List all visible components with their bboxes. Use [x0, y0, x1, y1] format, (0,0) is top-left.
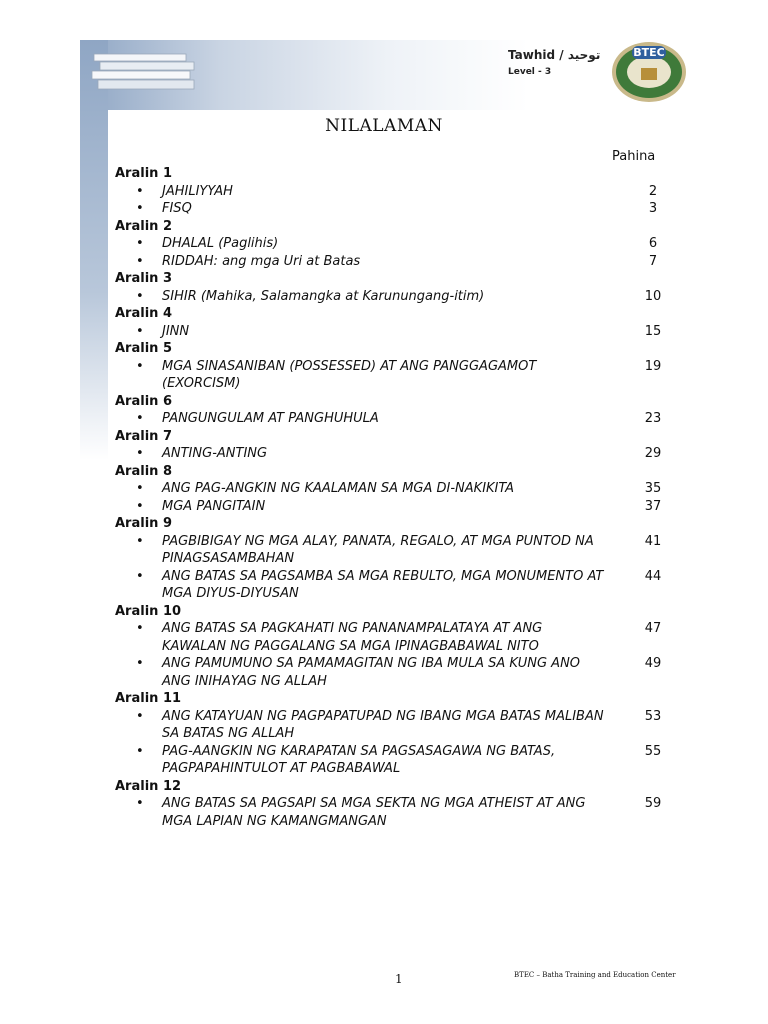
footer-page-number: 1	[395, 972, 403, 986]
header-title: Tawhid / توحيد	[508, 48, 601, 62]
bullet-icon: •	[136, 743, 144, 759]
lesson-heading: Aralin 4	[115, 306, 172, 321]
toc-entry-page: 47	[644, 621, 662, 636]
bullet-icon: •	[136, 411, 144, 426]
lesson-heading: Aralin 8	[115, 463, 172, 479]
toc-entry-text: ANG BATAS SA PAGSAMBA SA MGA REBULTO, MGA MONUMENTO AT MGA DIYUS-DIYUSAN	[162, 568, 604, 601]
toc-entry-text: ANTING-ANTING	[162, 446, 268, 461]
toc-entry-text: FISQ	[162, 201, 192, 216]
toc-entry	[115, 200, 675, 218]
toc-entry	[115, 743, 675, 778]
toc-entry	[115, 498, 675, 516]
toc-entry-text: PAGBIBIGAY NG MGA ALAY, PANATA, REGALO, AT MGA PUNTOD NA PINAGSASAMBAHAN	[162, 533, 594, 566]
bullet-icon: •	[136, 446, 144, 461]
toc-entry-text: ANG PAMUMUNO SA PAMAMAGITAN NG IBA MULA SA KUNG ANO ANG INIHAYAG NG ALLAH	[162, 656, 581, 689]
lesson-heading: Aralin 12	[115, 778, 182, 794]
side-decoration	[80, 40, 108, 460]
page-title: NILALAMAN	[325, 116, 443, 136]
lesson-heading: Aralin 10	[115, 603, 182, 619]
bullet-icon: •	[136, 323, 144, 339]
btec-logo	[610, 40, 688, 104]
toc-entry	[115, 253, 675, 271]
toc-entry-page: 55	[644, 743, 662, 759]
lesson-heading: Aralin 3	[115, 271, 172, 286]
toc-entry-page: 10	[644, 288, 662, 304]
toc-entry-page: 37	[644, 498, 662, 514]
lesson-heading: Aralin 5	[115, 341, 172, 356]
toc-entry-page: 7	[648, 253, 658, 269]
footer-organization: BTEC – Batha Training and Education Center	[514, 971, 676, 979]
toc-entry-text: ANG BATAS SA PAGKAHATI NG PANANAMPALATAYA AT ANG KAWALAN NG PAGGALANG SA MGA IPINAGBABAWAL NITO	[162, 621, 543, 654]
toc-entry-text: ANG PAG-ANGKIN NG KAALAMAN SA MGA DI-NAKIKITA	[162, 481, 515, 496]
toc-entry-page: 6	[648, 236, 658, 251]
toc-entry	[115, 708, 675, 743]
lesson-heading: Aralin 7	[115, 428, 172, 444]
toc-entry-page: 53	[644, 708, 662, 724]
bullet-icon: •	[136, 708, 144, 724]
toc-entry-page: 15	[644, 323, 662, 339]
bullet-icon: •	[136, 481, 144, 496]
toc-entry-page: 2	[648, 183, 658, 199]
toc-entry-text: SIHIR (Mahika, Salamangka at Karunungang-itim)	[162, 288, 485, 304]
toc-entry-text: DHALAL (Paglihis)	[162, 236, 279, 251]
header-level: Level - 3	[508, 67, 552, 77]
bullet-icon: •	[136, 568, 144, 584]
toc-entry	[115, 358, 675, 393]
bullet-icon: •	[136, 656, 144, 671]
books-image	[90, 46, 200, 98]
bullet-icon: •	[136, 201, 144, 216]
toc-entry	[115, 410, 675, 428]
table-of-contents	[115, 165, 675, 830]
toc-entry	[115, 533, 675, 568]
toc-entry	[115, 183, 675, 201]
toc-entry-page: 19	[644, 358, 662, 374]
toc-entry	[115, 323, 675, 341]
toc-entry	[115, 620, 675, 655]
bullet-icon: •	[136, 358, 144, 374]
toc-entry-page: 35	[644, 481, 662, 496]
toc-entry	[115, 568, 675, 603]
lesson-heading: Aralin 1	[115, 166, 172, 181]
toc-entry-page: 23	[644, 411, 662, 426]
bullet-icon: •	[136, 236, 144, 251]
toc-entry-page: 3	[648, 201, 658, 216]
toc-entry-text: RIDDAH: ang mga Uri at Batas	[162, 253, 361, 269]
lesson-heading: Aralin 2	[115, 218, 172, 234]
toc-entry-text: MGA SINASANIBAN (POSSESSED) AT ANG PANGGAGAMOT (EXORCISM)	[162, 358, 537, 391]
toc-entry-text: PAG-AANGKIN NG KARAPATAN SA PAGSASAGAWA NG BATAS, PAGPAPAHINTULOT AT PAGBABAWAL	[162, 743, 556, 776]
toc-entry	[115, 480, 675, 498]
bullet-icon: •	[136, 621, 144, 636]
toc-entry-page: 49	[644, 656, 662, 671]
lesson-heading: Aralin 11	[115, 691, 182, 706]
toc-entry	[115, 795, 675, 830]
toc-entry-text: ANG BATAS SA PAGSAPI SA MGA SEKTA NG MGA ATHEIST AT ANG MGA LAPIAN NG KAMANGMANGAN	[162, 796, 586, 829]
toc-entry-page: 44	[644, 568, 662, 584]
toc-entry-text: PANGUNGULAM AT PANGHUHULA	[162, 411, 379, 426]
toc-entry-page: 59	[644, 796, 662, 811]
toc-entry	[115, 288, 675, 306]
bullet-icon: •	[136, 498, 144, 514]
logo-text: BTEC	[633, 46, 665, 59]
toc-entry-text: JAHILIYYAH	[162, 183, 233, 199]
toc-entry-text: JINN	[162, 323, 190, 339]
bullet-icon: •	[136, 253, 144, 269]
bullet-icon: •	[136, 796, 144, 811]
toc-entry	[115, 235, 675, 253]
bullet-icon: •	[136, 533, 144, 549]
toc-entry-page: 29	[644, 446, 662, 461]
toc-entry-text: ANG KATAYUAN NG PAGPAPATUPAD NG IBANG MGA BATAS MALIBAN SA BATAS NG ALLAH	[162, 708, 604, 741]
toc-entry-text: MGA PANGITAIN	[162, 498, 266, 514]
lesson-heading: Aralin 6	[115, 393, 172, 409]
toc-entry	[115, 655, 675, 690]
bullet-icon: •	[136, 288, 144, 304]
bullet-icon: •	[136, 183, 144, 199]
page-column-label: Pahina	[612, 149, 656, 164]
lesson-heading: Aralin 9	[115, 516, 172, 531]
toc-entry-page: 41	[644, 533, 662, 549]
toc-entry	[115, 445, 675, 463]
